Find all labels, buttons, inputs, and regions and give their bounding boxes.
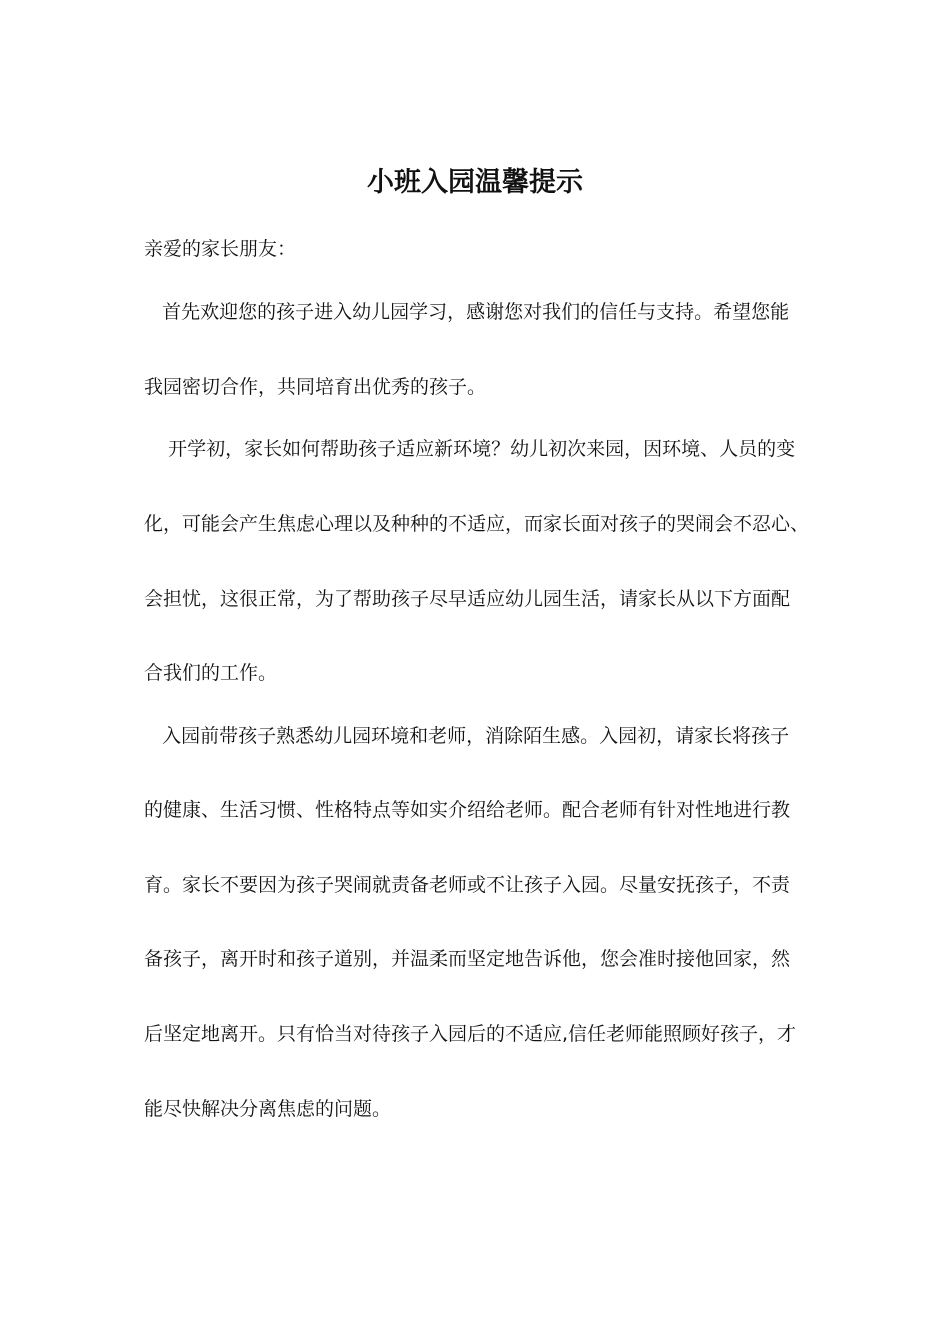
paragraph-line: 首先欢迎您的孩子进入幼儿园学习，感谢您对我们的信任与支持。希望您能 bbox=[144, 301, 790, 323]
paragraph-line: 的健康、生活习惯、性格特点等如实介绍给老师。配合老师有针对性地进行教 bbox=[144, 799, 791, 821]
paragraph-line: 入园前带孩子熟悉幼儿园环境和老师，消除陌生感。入园初，请家长将孩子 bbox=[144, 725, 790, 747]
salutation-line: 亲爱的家长朋友： bbox=[144, 238, 297, 260]
paragraph-line: 会担忧，这很正常，为了帮助孩子尽早适应幼儿园生活，请家长从以下方面配 bbox=[144, 588, 791, 610]
paragraph-line: 备孩子，离开时和孩子道别，并温柔而坚定地告诉他，您会准时接他回家，然 bbox=[144, 948, 791, 970]
paragraph-line: 开学初，家长如何帮助孩子适应新环境？幼儿初次来园，因环境、人员的变 bbox=[144, 438, 796, 460]
document-title: 小班入园温馨提示 bbox=[367, 167, 583, 198]
paragraph-line: 后坚定地离开。只有恰当对待孩子入园后的不适应,信任老师能照顾好孩子，才 bbox=[144, 1023, 797, 1045]
paragraph-line: 合我们的工作。 bbox=[144, 662, 278, 684]
paragraph-line: 育。家长不要因为孩子哭闹就责备老师或不让孩子入园。尽量安抚孩子，不责 bbox=[144, 874, 791, 896]
paragraph-line: 我园密切合作，共同培育出优秀的孩子。 bbox=[144, 376, 487, 398]
paragraph-line: 能尽快解决分离焦虑的问题。 bbox=[144, 1098, 392, 1120]
paragraph-line: 化，可能会产生焦虑心理以及种种的不适应，而家长面对孩子的哭闹会不忍心、 bbox=[144, 513, 810, 535]
